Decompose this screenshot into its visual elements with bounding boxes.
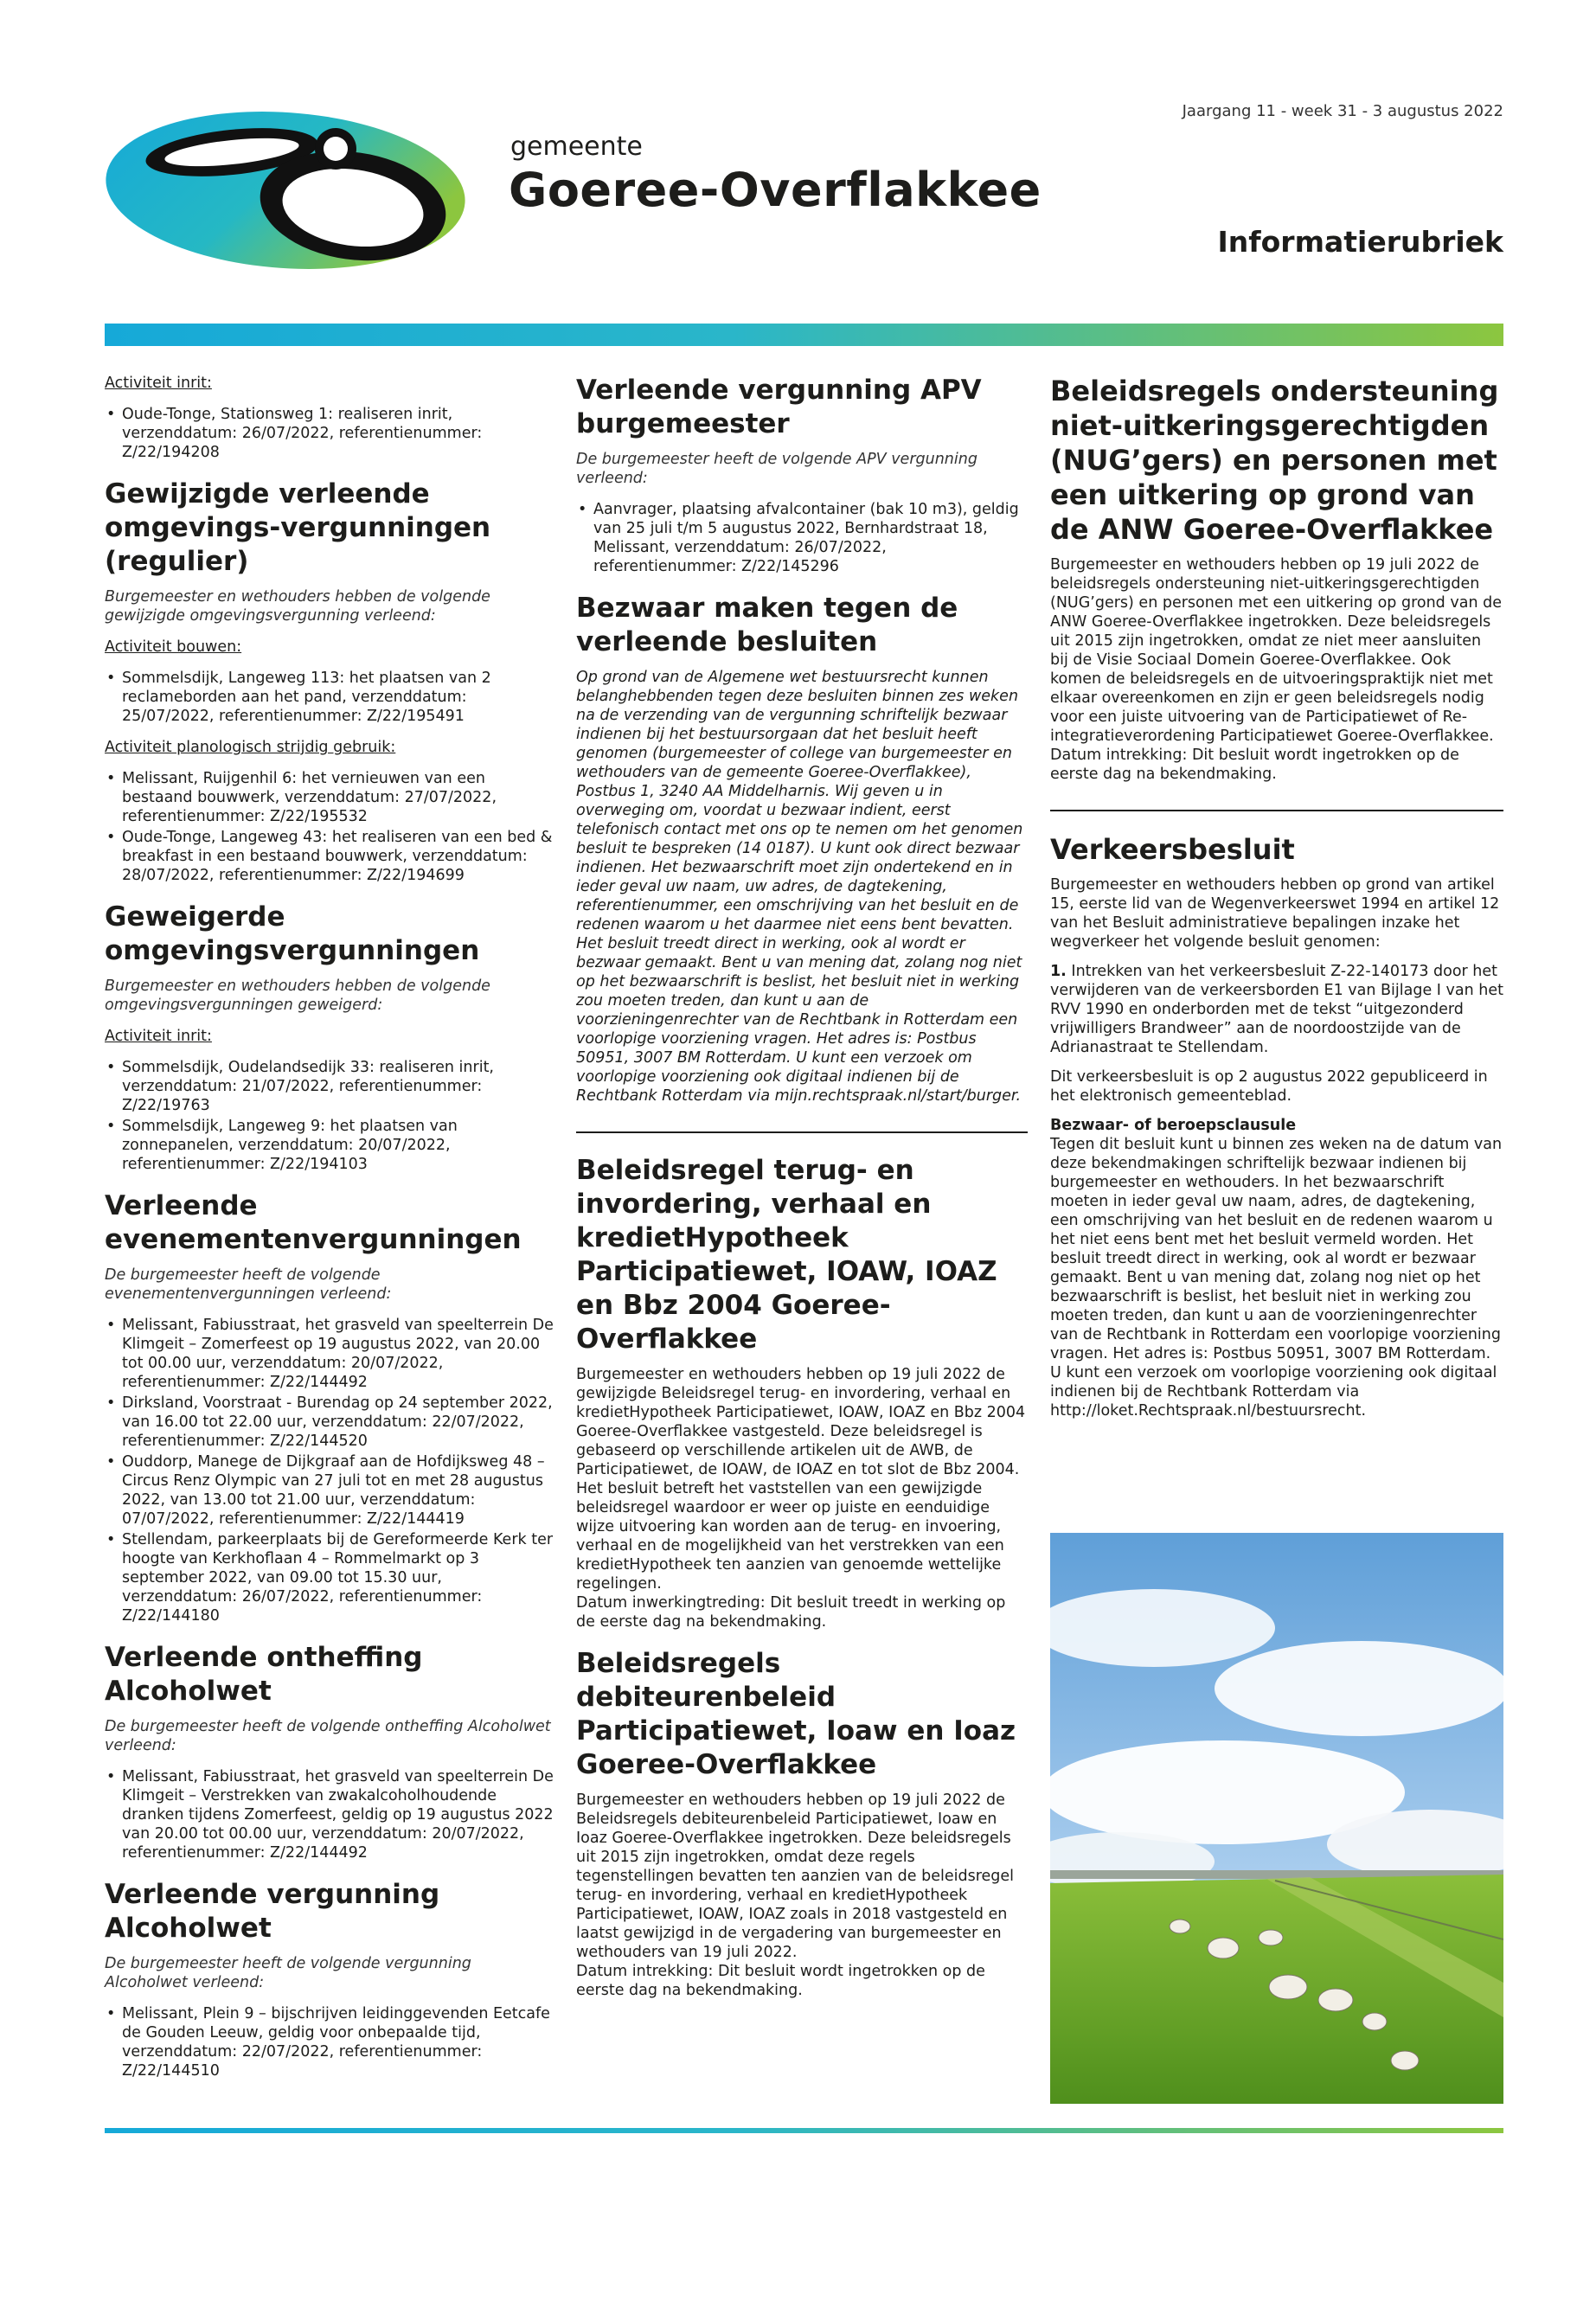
section-bezwaar [576,592,1028,1106]
decision-text: Intrekken van het verkeersbesluit Z-22-140173 door het verwijderen van de verkeersborden E1 van Bijlage I van het RVV 1990 en onderborden met de tekst “uitgezonderd vrijwilligers Brandweer” aan de noordoostzijde van de Adrianastraat te Stellendam. [1050,963,1503,1056]
section-body: Burgemeester en wethouders hebben op 19 juli 2022 de beleidsregels ondersteuning niet-uitkeringsgerechtigden (NUG’gers) en personen met een uitkering op grond van de ANW Goeree-Overflakkee ingetrokken. Deze beleidsregels uit 2015 zijn ingetrokken, omdat ze niet meer aansluiten bij de Visie Sociaal Domein Goeree-Overflakkee. Ook komen de beleidsregels en de uitvoeringspraktijk niet met elkaar overeenkomen en zijn er geen beleidsregels nodig voor een juiste uitvoering van de Participatiewet of Re-integratieverordening Participatiewet Goeree-Overflakkee. [1050,556,1502,745]
sheep-on-dike-photo [1050,1533,1503,2104]
clause-body: Tegen dit besluit kunt u binnen zes weken na de datum van deze bekendmakingen schriftelijk bezwaar indienen bij burgemeester en wethouders. In het bezwaarschrift moeten in ieder geval uw naam, adres, de dagtekening, een omschrijving van het besluit en de redenen waarom u het niet eens bent met het besluit vermeld worden. Het besluit treedt direct in werking, ook al wordt er bezwaar gemaakt. Bent u van mening dat, zolang nog niet op het bezwaarschrift is beslist, het besluit niet in werking zou moeten treden, dan kunt u aan de voorzieningenrechter van de Rechtbank in Rotterdam een voorlopige voorziening vragen. Het adres is: Postbus 50951, 3007 BM Rotterdam. U kunt een verzoek om voorlopige voorziening ook digitaal indienen bij de Rechtbank Rotterdam via http://loket.Rechtspraak.nl/bestuursrecht. [1050,1136,1503,1420]
section-intro: De burgemeester heeft de volgende ontheffing Alcoholwet verleend: [105,1718,551,1754]
list-item: • Melissant, Fabiusstraat, het grasveld van speelterrein De Klimgeit – Zomerfeest op 19 augustus 2022, van 20.00 tot 00.00 uur, verzenddatum: 20/07/2022, referentienummer: Z/22/144492 [105,1316,556,1392]
section-heading: Verleende vergunning Alcoholwet [105,1879,440,1944]
section-ontheffing-alcoholwet [105,1641,556,1862]
section-debiteurenbeleid [576,1647,1028,2000]
list-item: • Melissant, Plein 9 – bijschrijven leidinggevenden Eetcafe de Gouden Leeuw, geldig voor onbepaalde tijd, verzenddatum: 22/07/2022, referentienummer: Z/22/144510 [105,2004,556,2080]
goeree-overflakkee-logo-icon [102,111,470,271]
permit-list [105,769,556,885]
section-inrit [105,374,556,462]
brand-name: Goeree-Overflakkee [509,163,1042,217]
column-middle [576,374,1028,2010]
decision-item [1050,962,1503,1057]
activity-label: Activiteit inrit: [105,1028,212,1045]
section-body: Burgemeester en wethouders hebben op grond van artikel 15, eerste lid van de Wegenverkeerswet 1994 en artikel 12 van het Besluit administratieve bepalingen inzake het wegverkeer het volgende besluit genomen: [1050,876,1500,951]
column-left [105,374,556,2093]
activity-label: Activiteit planologisch strijdig gebruik: [105,739,396,756]
publication-note: Dit verkeersbesluit is op 2 augustus 2022 gepubliceerd in het elektronisch gemeenteblad. [1050,1068,1488,1105]
list-item: • Ouddorp, Manege de Dijkgraaf aan de Hofdijksweg 48 – Circus Renz Olympic van 27 juli tot en met 28 augustus 2022, van 13.00 tot 21.00 uur, verzenddatum: 07/07/2022, referentienummer: Z/22/144419 [105,1452,556,1529]
edition-line: Jaargang 11 - week 31 - 3 augustus 2022 [1182,102,1503,120]
permit-list [105,2004,556,2080]
section-gewijzigde-vergunningen [105,478,556,885]
section-nug-beleidsregels [1050,374,1503,784]
decision-number: 1. [1050,963,1067,980]
footer-gradient-bar [105,2128,1503,2133]
section-verkeersbesluit [1050,832,1503,1420]
permit-list [576,500,1028,576]
list-item: • Dirksland, Voorstraat - Burendag op 24 september 2022, van 16.00 tot 22.00 uur, verzenddatum: 22/07/2022, referentienummer: Z/22/144520 [105,1394,556,1451]
list-item: • Sommelsdijk, Langeweg 9: het plaatsen van zonnepanelen, verzenddatum: 20/07/2022, referentienummer: Z/22/194103 [105,1117,556,1174]
list-item: • Aanvrager, plaatsing afvalcontainer (bak 10 m3), geldig van 25 juli t/m 5 augustus 2022, Bernhardstraat 18, Melissant, verzenddatum: 26/07/2022, referentienummer: Z/22/145296 [576,500,1028,576]
permit-list [105,1058,556,1174]
list-item: • Melissant, Fabiusstraat, het grasveld van speelterrein De Klimgeit – Verstrekken van zwakalcoholhoudende dranken tijdens Zomerfeest, geldig op 19 augustus 2022 van 20.00 tot 00.00 uur, verzenddatum: 20/07/2022, referentienummer: Z/22/144492 [105,1767,556,1862]
clause-heading: Bezwaar- of beroepsclausule [1050,1117,1297,1134]
section-divider [576,1131,1028,1133]
section-date: Datum intrekking: Dit besluit wordt ingetrokken op de eerste dag na bekendmaking. [1050,747,1459,783]
list-item: • Oude-Tonge, Langeweg 43: het realiseren van een bed & breakfast in een bestaand bouwwerk, verzenddatum: 28/07/2022, referentienummer: Z/22/194699 [105,828,556,885]
section-heading: Verleende ontheffing Alcoholwet [105,1642,423,1707]
brand-municipality-label: gemeente [510,131,643,162]
section-heading: Bezwaar maken tegen de verleende besluiten [576,593,958,657]
section-heading: Gewijzigde verleende omgevings-vergunningen (regulier) [105,478,491,577]
section-body: Burgemeester en wethouders hebben op 19 juli 2022 de gewijzigde Beleidsregel terug- en invordering, verhaal en kredietHypotheek Participatiewet, IOAW, IOAZ en Bbz 2004 Goeree-Overflakkee vastgesteld. Deze beleidsregel is gebaseerd op verschillende artikelen uit de AWB, de Participatiewet, de IOAW, de IOAZ en tot slot de Bbz 2004. Het besluit betreft het vaststellen van een gewijzigde beleidsregel waardoor er weer op juiste en eenduidige wijze uitvoering kan worden aan de terug- en invoering, verhaal en de mogelijkheid van het verstrekken van een kredietHypotheek ten aanzien van genoemde wettelijke regelingen. [576,1366,1026,1593]
column-right [1050,374,1503,1431]
section-intro: Burgemeester en wethouders hebben de volgende omgevingsvergunningen geweigerd: [105,977,490,1014]
section-intro: De burgemeester heeft de volgende APV vergunning verleend: [576,451,977,487]
list-item: • Sommelsdijk, Langeweg 113: het plaatsen van 2 reclameborden aan het pand, verzenddatum: 25/07/2022, referentienummer: Z/22/195491 [105,669,556,726]
section-vergunning-alcoholwet [105,1878,556,2080]
section-apv-vergunning [576,374,1028,576]
header-gradient-bar [105,324,1503,346]
section-heading: Geweigerde omgevingsvergunningen [105,901,480,966]
page-header [0,0,1596,346]
section-date: Datum intrekking: Dit besluit wordt ingetrokken op de eerste dag na bekendmaking. [576,1963,985,1999]
list-item: • Oude-Tonge, Stationsweg 1: realiseren inrit, verzenddatum: 26/07/2022, referentienummer: Z/22/194208 [105,405,556,462]
section-intro: De burgemeester heeft de volgende vergunning Alcoholwet verleend: [105,1955,471,1991]
permit-list [105,1316,556,1625]
permit-list [105,1767,556,1862]
section-geweigerde-vergunningen [105,901,556,1174]
section-beleidsregel-terugvordering [576,1154,1028,1631]
section-date: Datum inwerkingtreding: Dit besluit treedt in werking op de eerste dag na bekendmaking. [576,1594,1006,1631]
section-divider [1050,810,1503,811]
section-heading: Beleidsregel terug- en invordering, verhaal en kredietHypotheek Participatiewet, IOAW, IOAZ en Bbz 2004 Goeree-Overflakkee [576,1155,997,1355]
section-heading: Verleende vergunning APV burgemeester [576,375,982,439]
section-heading: Beleidsregels debiteurenbeleid Participatiewet, Ioaw en Ioaz Goeree-Overflakkee [576,1648,1016,1780]
section-body: Op grond van de Algemene wet bestuursrecht kunnen belanghebbenden tegen deze besluiten binnen zes weken na de verzending van de vergunning schriftelijk bezwaar indienen bij het bestuursorgaan dat het besluit heeft genomen (burgemeester of college van burgemeester en wethouders van de gemeente Goeree-Overflakkee), Postbus 1, 3240 AA Middelharnis. Wij geven u in overweging om, voordat u bezwaar indient, eerst telefonisch contact met ons op te nemen om het genomen besluit te bespreken (14 0187). U kunt ook direct bezwaar indienen. Het bezwaarschrift moet zijn ondertekend en in ieder geval uw naam, uw adres, de dagtekening, referentienummer, een omschrijving van het besluit en de redenen waarom u het daarmee niet eens bent bevatten. Het besluit treedt direct in werking, ook al wordt er bezwaar gemaakt. Bent u van mening dat, zolang nog niet op het bezwaarschrift is beslist, het besluit niet in werking zou moeten treden, dan kunt u aan de voorzieningenrechter van de Rechtbank in Rotterdam een voorlopige voorziening vragen. Het adres is: Postbus 50951, 3007 BM Rotterdam. U kunt een verzoek om voorlopige voorziening ook digitaal indienen bij de Rechtbank Rotterdam via mijn.rechtspraak.nl/start/burger. [576,669,1023,1105]
rubric-title: Informatierubriek [1217,225,1503,259]
list-item: • Melissant, Ruijgenhil 6: het vernieuwen van een bestaand bouwwerk, verzenddatum: 27/07/2022, referentienummer: Z/22/195532 [105,769,556,826]
list-item: • Sommelsdijk, Oudelandsedijk 33: realiseren inrit, verzenddatum: 21/07/2022, referentienummer: Z/22/19763 [105,1058,556,1115]
permit-list [105,405,556,462]
list-item: • Stellendam, parkeerplaats bij de Gereformeerde Kerk ter hoogte van Kerkhoflaan 4 – Rommelmarkt op 3 september 2022, van 09.00 tot 15.30 uur, verzenddatum: 26/07/2022, referentienummer: Z/22/144180 [105,1530,556,1625]
section-intro: De burgemeester heeft de volgende evenementenvergunningen verleend: [105,1266,392,1303]
section-evenementenvergunningen [105,1189,556,1625]
section-heading: Verleende evenementenvergunningen [105,1190,522,1255]
section-intro: Burgemeester en wethouders hebben de volgende gewijzigde omgevingsvergunning verleend: [105,588,490,625]
activity-label: Activiteit bouwen: [105,638,242,656]
section-heading: Beleidsregels ondersteuning niet-uitkeringsgerechtigden (NUG’gers) en personen met een uitkering op grond van de ANW Goeree-Overflakkee [1050,375,1499,546]
permit-list [105,669,556,726]
activity-label: Activiteit inrit: [105,375,212,392]
section-body: Burgemeester en wethouders hebben op 19 juli 2022 de Beleidsregels debiteurenbeleid Participatiewet, Ioaw en Ioaz Goeree-Overflakkee ingetrokken. Deze beleidsregels uit 2015 zijn ingetrokken, omdat deze regels tegenstellingen bevatten ten aanzien van de beleidsregel terug- en invordering, verhaal en kredietHypotheek Participatiewet, IOAW, IOAZ zoals in 2018 vastgesteld en laatst gewijzigd in de vergadering van burgemeester en wethouders van 19 juli 2022. [576,1791,1015,1961]
section-heading: Verkeersbesluit [1050,833,1295,866]
